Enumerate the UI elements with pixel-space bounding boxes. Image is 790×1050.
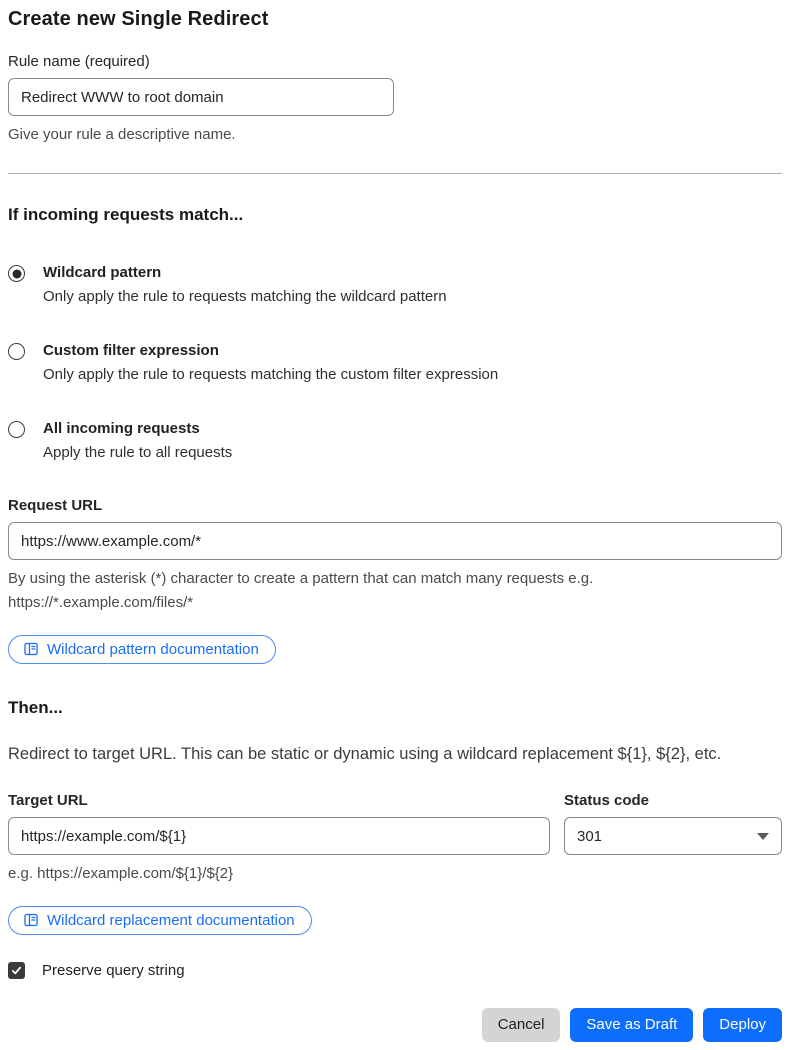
status-code-value: 301	[577, 827, 603, 845]
create-single-redirect-form	[8, 8, 782, 1042]
wildcard-pattern-documentation-button[interactable]	[8, 635, 276, 664]
then-section-heading: Then...	[8, 698, 63, 717]
section-divider	[8, 173, 782, 174]
page-title: Create new Single Redirect	[8, 8, 269, 30]
form-actions	[8, 1008, 782, 1042]
match-section-heading: If incoming requests match...	[8, 205, 244, 224]
radio-unselected-icon[interactable]	[8, 421, 25, 438]
chevron-down-icon	[757, 833, 769, 840]
wildcard-replacement-documentation-button[interactable]	[8, 906, 312, 935]
radio-unselected-icon[interactable]	[8, 343, 25, 360]
request-url-section	[8, 497, 782, 664]
status-code-section	[564, 792, 782, 855]
radio-option-label: Wildcard pattern	[43, 264, 162, 281]
book-icon	[23, 912, 39, 928]
preserve-query-string-row[interactable]	[8, 962, 782, 979]
target-url-label: Target URL	[8, 792, 88, 809]
doc-button-label: Wildcard replacement documentation	[47, 911, 295, 929]
radio-option-label: Custom filter expression	[43, 342, 219, 359]
then-section-description: Redirect to target URL. This can be static or dynamic using a wildcard replacement ${1}, ${2}, etc.	[8, 745, 722, 763]
radio-option-label: All incoming requests	[43, 420, 200, 437]
radio-selected-icon[interactable]	[8, 265, 25, 282]
radio-option-description: Apply the rule to all requests	[43, 444, 233, 461]
cancel-button[interactable]: Cancel	[482, 1008, 561, 1042]
rule-name-section	[8, 53, 782, 147]
target-url-helper: e.g. https://example.com/${1}/${2}	[8, 865, 234, 882]
doc-button-label: Wildcard pattern documentation	[47, 640, 259, 658]
radio-option-description: Only apply the rule to requests matching the wildcard pattern	[43, 288, 447, 305]
radio-option-wildcard-pattern[interactable]	[8, 263, 782, 307]
request-url-helper-line2: https://*.example.com/files/*	[8, 594, 194, 611]
radio-option-custom-filter-expression[interactable]	[8, 341, 782, 385]
request-url-helper-line1: By using the asterisk (*) character to create a pattern that can match many requests e.g.	[8, 570, 594, 587]
status-code-label: Status code	[564, 792, 650, 809]
preserve-query-string-label: Preserve query string	[42, 962, 185, 979]
match-type-radio-group	[8, 263, 782, 463]
rule-name-label: Rule name (required)	[8, 53, 150, 70]
save-as-draft-button[interactable]: Save as Draft	[570, 1008, 693, 1042]
request-url-input[interactable]	[8, 522, 782, 560]
target-url-input[interactable]	[8, 817, 550, 855]
radio-option-description: Only apply the rule to requests matching the custom filter expression	[43, 366, 499, 383]
status-code-select[interactable]	[564, 817, 782, 855]
request-url-helper	[8, 567, 782, 615]
rule-name-input[interactable]	[8, 78, 394, 116]
deploy-button[interactable]: Deploy	[703, 1008, 782, 1042]
book-icon	[23, 641, 39, 657]
rule-name-helper: Give your rule a descriptive name.	[8, 126, 236, 143]
preserve-query-string-checkbox[interactable]	[8, 962, 25, 979]
request-url-label: Request URL	[8, 497, 103, 514]
checkmark-icon	[10, 964, 23, 977]
target-row	[8, 792, 782, 886]
radio-option-all-incoming-requests[interactable]	[8, 419, 782, 463]
target-url-section	[8, 792, 550, 886]
